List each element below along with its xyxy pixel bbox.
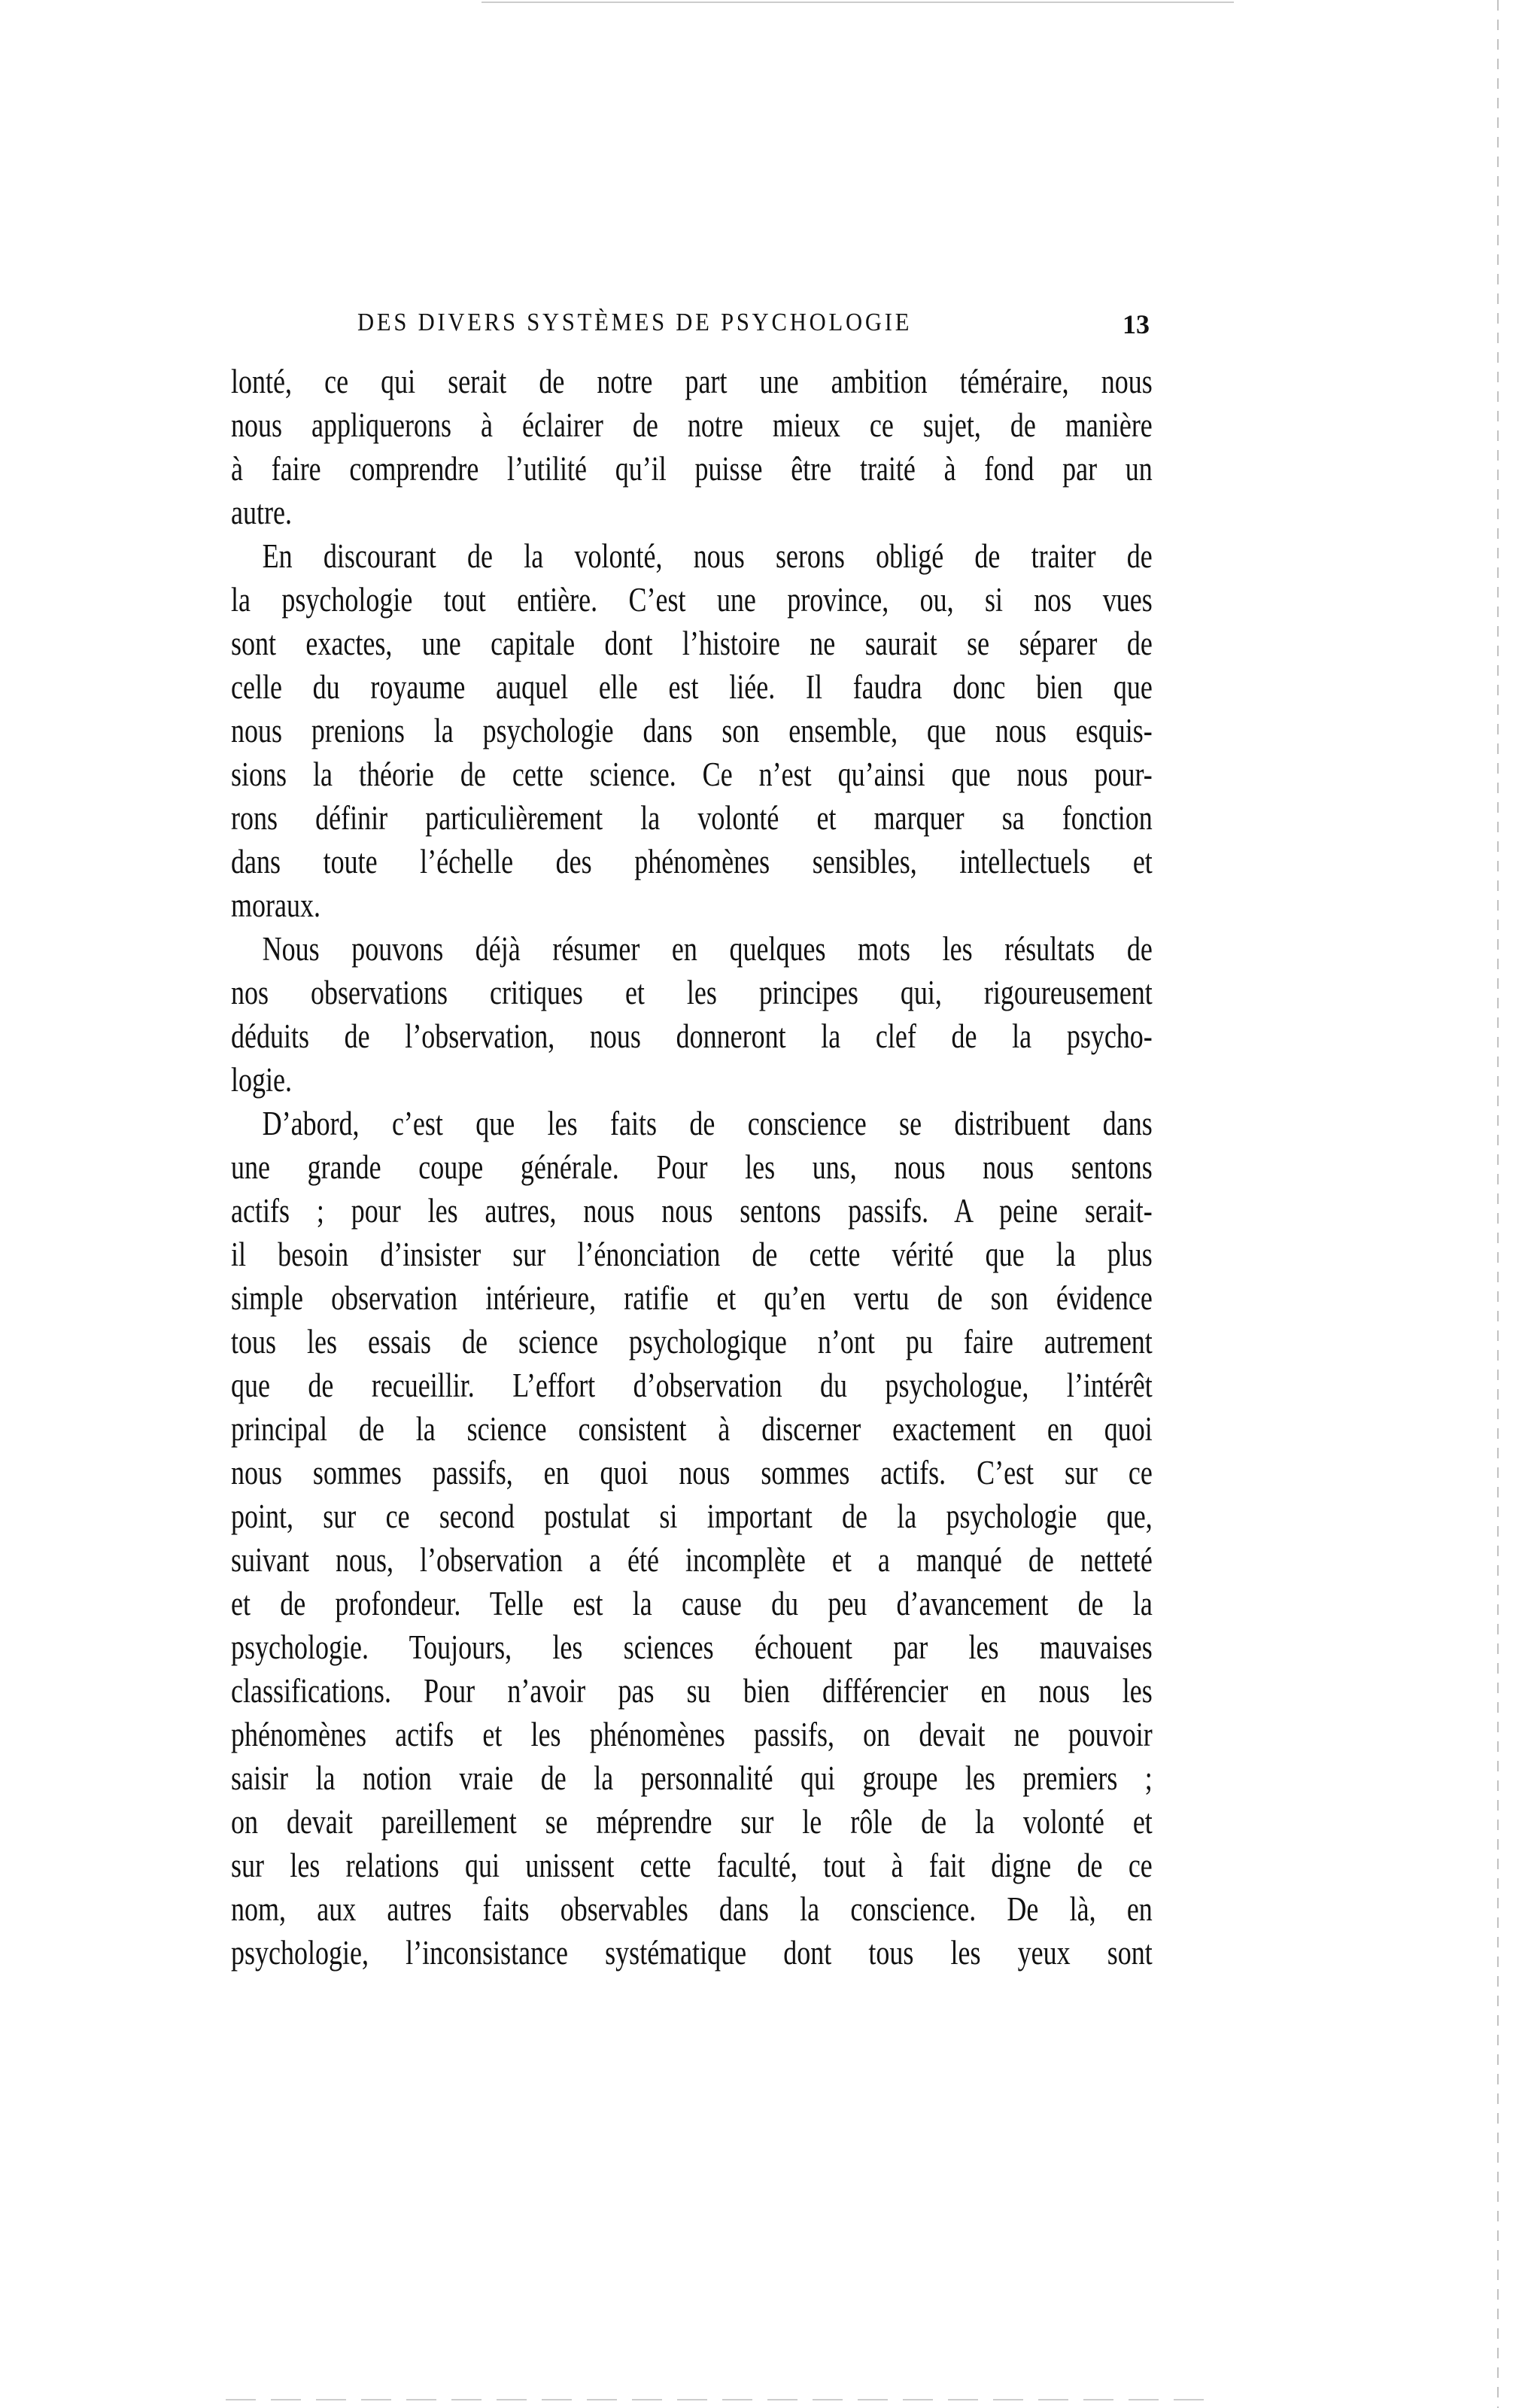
page-number: 13 — [1123, 309, 1150, 339]
text-line: psychologie. Toujours, les sciences échouent par les mauvaises — [231, 1628, 1153, 1666]
text-line: logie. — [231, 1061, 292, 1099]
text-line: la psychologie tout entière. C’est une province, ou, si nos vues — [231, 581, 1153, 619]
text-line: tous les essais de science psychologique n’ont pu faire autrement — [231, 1323, 1153, 1361]
text-line: lonté, ce qui serait de notre part une ambition téméraire, nous — [231, 363, 1153, 400]
text-line: moraux. — [231, 886, 321, 924]
text-line: dans toute l’échelle des phénomènes sensibles, intellectuels et — [231, 843, 1153, 880]
text-line: suivant nous, l’observation a été incomplète et a manqué de netteté — [231, 1541, 1153, 1579]
text-line: saisir la notion vraie de la personnalité qui groupe les premiers ; — [231, 1759, 1153, 1797]
text-line: celle du royaume auquel elle est liée. Il faudra donc bien que — [231, 668, 1153, 706]
text-line: sur les relations qui unissent cette faculté, tout à fait digne de ce — [231, 1847, 1153, 1884]
text-line: il besoin d’insister sur l’énonciation de cette vérité que la plus — [231, 1236, 1153, 1273]
text-line: En discourant de la volonté, nous serons obligé de traiter de — [262, 537, 1153, 575]
text-line: nos observations critiques et les principes qui, rigoureusement — [231, 974, 1153, 1011]
running-title: DES DIVERS SYSTÈMES DE PSYCHOLOGIE — [357, 309, 913, 336]
text-line: que de recueillir. L’effort d’observation du psychologue, l’intérêt — [231, 1367, 1153, 1404]
text-line: psychologie, l’inconsistance systématique dont tous les yeux sont — [231, 1934, 1153, 1972]
text-line: Nous pouvons déjà résumer en quelques mots les résultats de — [262, 930, 1153, 968]
text-line: nous appliquerons à éclairer de notre mieux ce sujet, de manière — [231, 406, 1153, 444]
text-line: autre. — [231, 494, 292, 531]
text-line: principal de la science consistent à discerner exactement en quoi — [231, 1410, 1153, 1448]
page-body-text — [231, 360, 1153, 1975]
text-line: à faire comprendre l’utilité qu’il puisse être traité à fond par un — [231, 450, 1153, 488]
text-line: et de profondeur. Telle est la cause du peu d’avancement de la — [231, 1585, 1153, 1622]
scan-edge-top — [482, 2, 1234, 3]
text-line: point, sur ce second postulat si important de la psychologie que, — [231, 1497, 1153, 1535]
text-line: nom, aux autres faits observables dans la conscience. De là, en — [231, 1890, 1153, 1928]
text-line: phénomènes actifs et les phénomènes passifs, on devait ne pouvoir — [231, 1716, 1153, 1753]
text-line: une grande coupe générale. Pour les uns, nous nous sentons — [231, 1148, 1153, 1186]
text-line: on devait pareillement se méprendre sur le rôle de la volonté et — [231, 1803, 1153, 1841]
text-line: simple observation intérieure, ratifie et qu’en vertu de son évidence — [231, 1279, 1153, 1317]
text-line: classifications. Pour n’avoir pas su bien différencier en nous les — [231, 1672, 1153, 1710]
text-line: sions la théorie de cette science. Ce n’est qu’ainsi que nous pour- — [231, 756, 1153, 793]
text-line: nous prenions la psychologie dans son ensemble, que nous esquis- — [231, 712, 1153, 749]
text-line: déduits de l’observation, nous donneront la clef de la psycho- — [231, 1017, 1153, 1055]
running-header — [357, 309, 1023, 346]
text-line: D’abord, c’est que les faits de conscience se distribuent dans — [262, 1105, 1153, 1142]
text-line: nous sommes passifs, en quoi nous sommes actifs. C’est sur ce — [231, 1454, 1153, 1491]
scan-edge-bottom — [226, 2399, 1204, 2400]
scan-edge-right — [1497, 0, 1499, 2408]
text-line: actifs ; pour les autres, nous nous sentons passifs. A peine serait- — [231, 1192, 1153, 1230]
text-line: sont exactes, une capitale dont l’histoire ne saurait se séparer de — [231, 625, 1153, 662]
text-line: rons définir particulièrement la volonté et marquer sa fonction — [231, 799, 1153, 837]
